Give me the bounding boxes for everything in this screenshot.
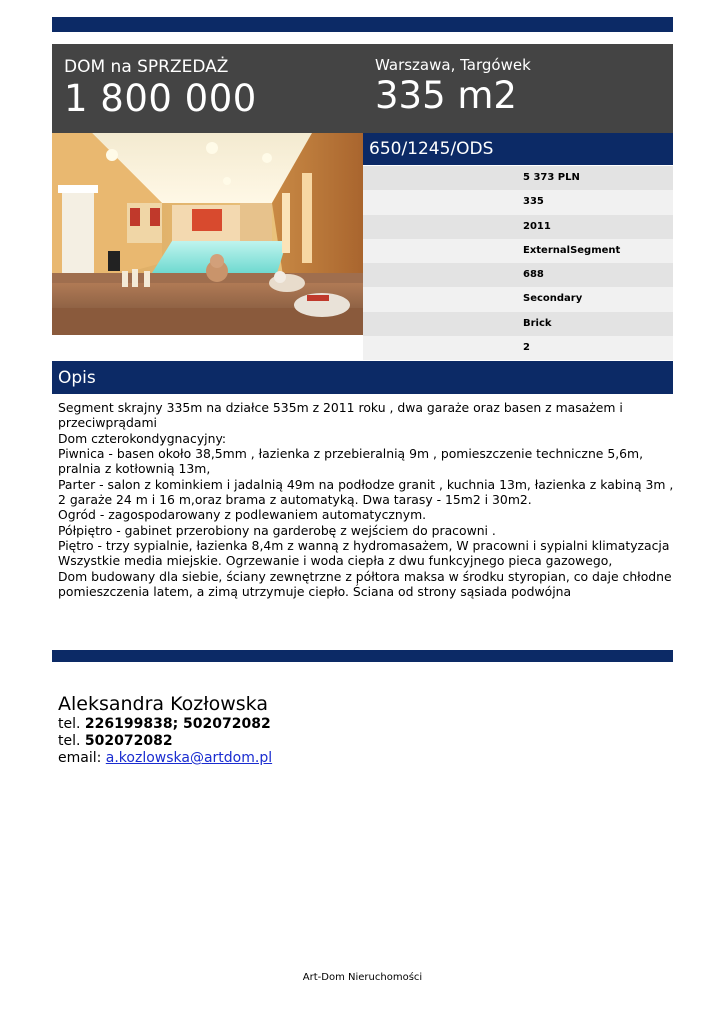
agent-name: Aleksandra Kozłowska	[58, 693, 268, 715]
phone-number-2: 502072082	[84, 733, 173, 749]
detail-value: ExternalSegment	[523, 244, 621, 256]
description-line: 2 garaże 24 m i 16 m,oraz brama z automatyką. Dwa tarasy - 15m2 i 30m2.	[58, 492, 532, 508]
description-line: pomieszczenia latem, a zimą utrzymuje ciepło. Ściana od strony sąsiada podwójna	[58, 584, 572, 600]
property-area: 335 m2	[375, 74, 517, 117]
description-line: Dom czterokondygnacyjny:	[58, 430, 227, 446]
description-line: Parter - salon z kominkiem i jadalnią 49m na podłodze granit , kuchnia 13m, łazienka z kabiną 3m ,	[58, 476, 674, 492]
description-text	[58, 400, 674, 600]
description-line: Segment skrajny 335m na działce 535m z 2011 roku , dwa garaże oraz basen z masażem i	[58, 400, 623, 415]
detail-row	[363, 166, 673, 190]
email-link[interactable]: a.kozlowska@artdom.pl	[105, 750, 273, 766]
detail-value: 2	[523, 342, 530, 354]
description-line: Ogród - zagospodarowany z podlewaniem automatycznym.	[58, 507, 427, 523]
detail-row	[363, 215, 673, 239]
description-line: Piwnica - basen około 38,5mm , łazienka z przebieralnią 9m , pomieszczenie techniczne 5,6m,	[58, 446, 644, 462]
detail-value: Brick	[523, 317, 552, 329]
detail-row	[363, 263, 673, 287]
phone-line-1	[58, 716, 272, 733]
property-price: 1 800 000	[64, 77, 257, 120]
detail-row	[363, 287, 673, 311]
footer-company: Art-Dom Nieruchomości	[302, 972, 423, 983]
top-divider-bar	[52, 17, 673, 32]
description-line: pralnia z kotłownią 13m,	[58, 461, 211, 477]
phone-line-2	[58, 733, 272, 750]
detail-value: 2011	[523, 220, 551, 232]
details-table	[363, 166, 673, 360]
description-header	[52, 361, 673, 394]
listing-header	[52, 44, 673, 133]
property-photo	[52, 133, 363, 335]
detail-row	[363, 336, 673, 360]
phone-label: tel.	[58, 733, 81, 749]
detail-value: 335	[523, 196, 544, 208]
detail-value: 5 373 PLN	[523, 172, 580, 183]
description-line: Półpiętro - gabinet przerobiony na garderobę z wejściem do pracowni .	[58, 522, 496, 538]
detail-row	[363, 190, 673, 214]
email-line	[58, 750, 272, 767]
reference-number: 650/1245/ODS	[369, 139, 494, 159]
description-line: przeciwprądami	[58, 415, 157, 431]
phone-number-1: 226199838; 502072082	[84, 716, 271, 732]
phone-label: tel.	[58, 716, 81, 732]
reference-bar	[363, 133, 673, 165]
property-type: DOM na SPRZEDAŻ	[64, 57, 229, 77]
detail-row	[363, 312, 673, 336]
description-line: Wszystkie media miejskie. Ogrzewanie i woda ciepła z dwu funkcyjnego pieca gazowego,	[58, 553, 613, 569]
description-line: Piętro - trzy sypialnie, łazienka 8,4m z wanną z hydromasażem, W pracowni i sypialni klimatyzacja	[58, 538, 670, 554]
property-location: Warszawa, Targówek	[375, 56, 531, 74]
detail-value: Secondary	[523, 293, 583, 305]
agent-contact	[58, 692, 272, 767]
description-title: Opis	[58, 368, 96, 388]
description-line: Dom budowany dla siebie, ściany zewnętrzne z półtora maksa w środku styropian, co daje chłodne	[58, 568, 672, 584]
email-label: email:	[58, 750, 102, 766]
contact-divider-bar	[52, 650, 673, 662]
detail-value: 688	[523, 269, 544, 281]
detail-row	[363, 239, 673, 263]
pool-photo-illustration	[52, 133, 363, 335]
